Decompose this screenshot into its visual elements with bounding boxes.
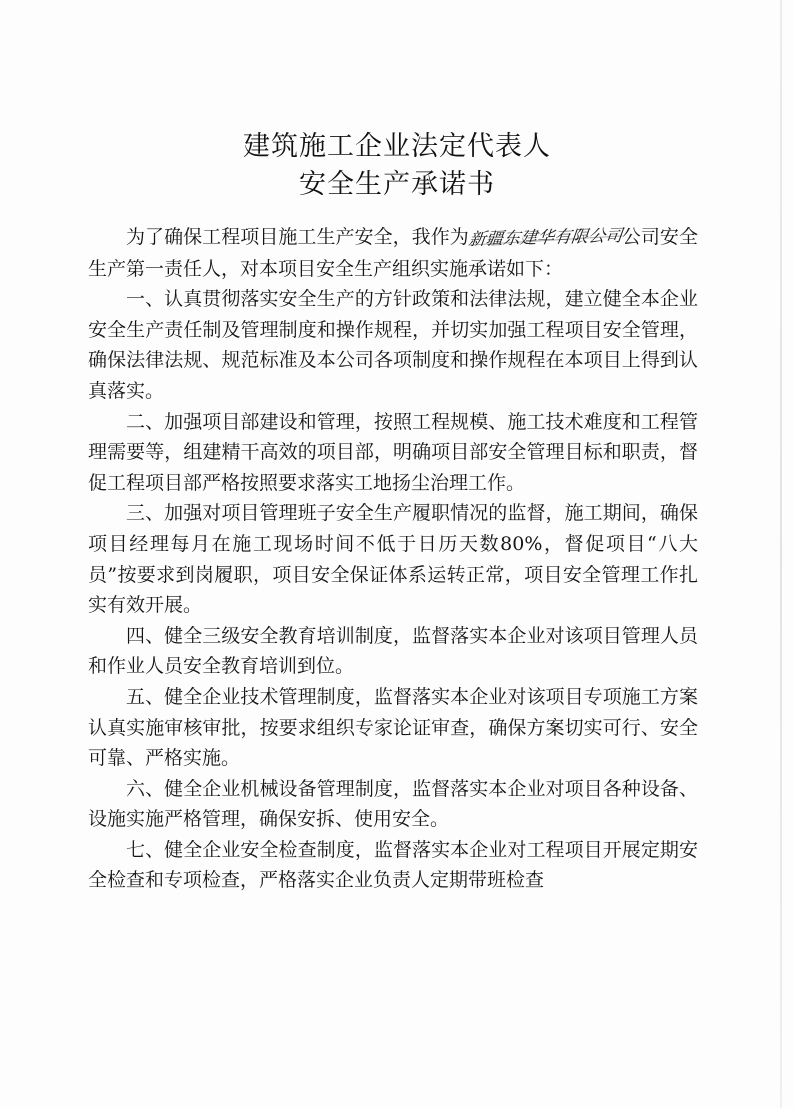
- document-body: [88, 222, 698, 896]
- title-line-1: 建筑施工企业法定代表人: [243, 131, 551, 162]
- handwritten-company-name: 新疆东建华有限公司: [467, 221, 624, 256]
- intro-text-before: 为了确保工程项目施工生产安全，我作为: [126, 226, 469, 248]
- document-title: [0, 128, 794, 204]
- commitment-item-7: 七、健全企业安全检查制度，监督落实本企业对工程项目开展定期安全检查和专项检查，严格落实企业负责人定期带班检查: [88, 838, 698, 892]
- intro-paragraph: [88, 222, 698, 284]
- intro-text-after: 公司安全生产第一责任人，对本项目安全生产组织实施承诺如下：: [88, 226, 698, 280]
- commitment-item-6: 六、健全企业机械设备管理制度，监督落实本企业对项目各种设备、设施实施严格管理，确保安拆、使用安全。: [88, 777, 698, 831]
- commitment-item-4: 四、健全三级安全教育培训制度，监督落实本企业对该项目管理人员和作业人员安全教育培训到位。: [88, 624, 698, 678]
- commitment-item-5: 五、健全企业技术管理制度，监督落实本企业对该项目专项施工方案认真实施审核审批，按要求组织专家论证审查，确保方案切实可行、安全可靠、严格实施。: [88, 685, 698, 770]
- commitment-item-1: 一、认真贯彻落实安全生产的方针政策和法律法规，建立健全本企业安全生产责任制及管理制度和操作规程，并切实加强工程项目安全管理，确保法律法规、规范标准及本公司各项制度和操作规程在本项目上得到认真落实。: [88, 288, 698, 402]
- commitment-item-3: 三、加强对项目管理班子安全生产履职情况的监督，施工期间，确保项目经理每月在施工现场时间不低于日历天数80%，督促项目“八大员”按要求到岗履职，项目安全保证体系运转正常，项目安全管理工作扎实有效开展。: [88, 502, 698, 617]
- title-line-2: 安全生产承诺书: [299, 169, 495, 200]
- commitment-item-2: 二、加强项目部建设和管理，按照工程规模、施工技术难度和工程管理需要等，组建精干高效的项目部，明确项目部安全管理目标和职责，督促工程项目部严格按照要求落实工地扬尘治理工作。: [88, 410, 698, 494]
